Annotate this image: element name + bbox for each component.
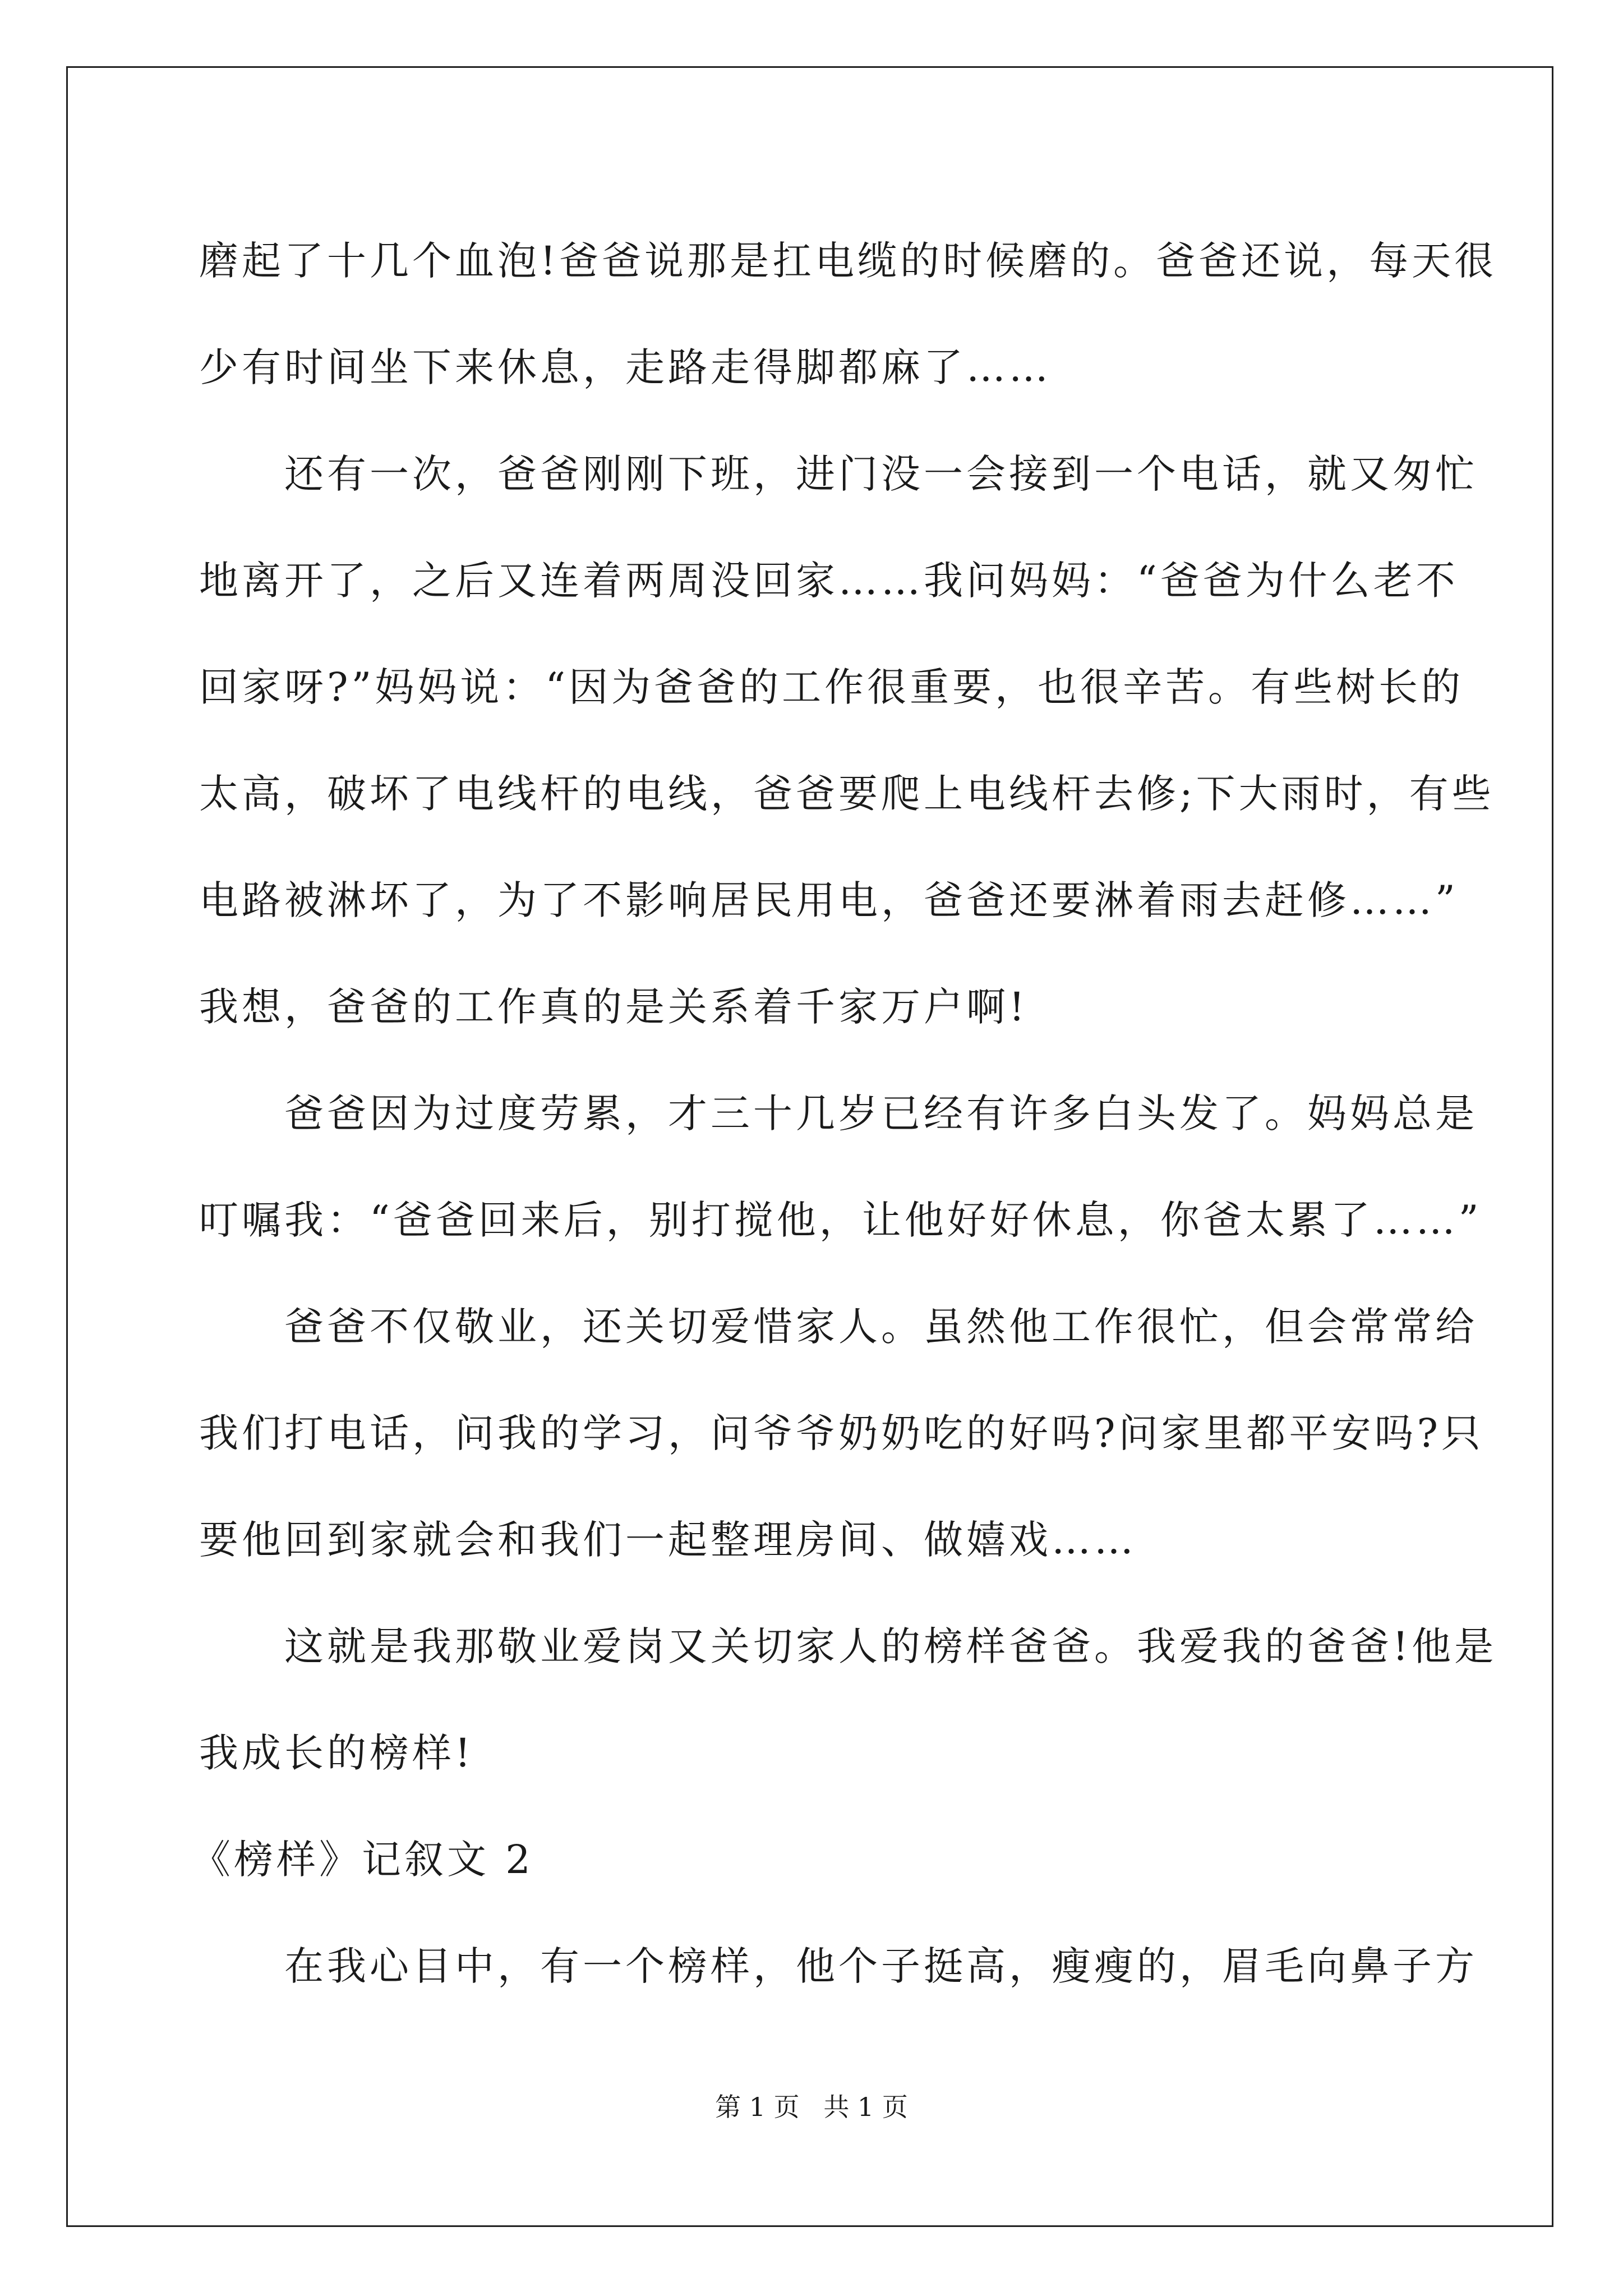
text-line: 我成长的榜样! <box>199 1730 474 1776</box>
text-line: 我们打电话，问我的学习，问爷爷奶奶吃的好吗?问家里都平安吗?只 <box>199 1410 1484 1456</box>
text-line: 磨起了十几个血泡!爸爸说那是扛电缆的时候磨的。爸爸还说，每天很 <box>199 238 1497 284</box>
paragraph-start-line: 还有一次，爸爸刚刚下班，进门没一会接到一个电话，就又匆忙 <box>284 451 1478 497</box>
page-total: 共 1 页 <box>823 2092 908 2122</box>
text-line: 地离开了，之后又连着两周没回家……我问妈妈：“爸爸为什么老不 <box>199 558 1459 604</box>
text-line: 回家呀?”妈妈说：“因为爸爸的工作很重要，也很辛苦。有些树长的 <box>199 664 1464 710</box>
text-line: 电路被淋坏了，为了不影响居民用电，爸爸还要淋着雨去赶修……” <box>199 877 1459 923</box>
paragraph-start-line: 爸爸因为过度劳累，才三十几岁已经有许多白头发了。妈妈总是 <box>284 1091 1478 1137</box>
text-line: 太高，破坏了电线杆的电线，爸爸要爬上电线杆去修;下大雨时，有些 <box>199 771 1495 817</box>
paragraph-start-line: 爸爸不仅敬业，还关切爱惜家人。虽然他工作很忙，但会常常给 <box>284 1304 1478 1350</box>
page-number: 第 1 页 <box>715 2092 800 2122</box>
section-heading: 《榜样》记叙文 2 <box>191 1837 534 1883</box>
paragraph-start-line: 在我心目中，有一个榜样，他个子挺高，瘦瘦的，眉毛向鼻子方 <box>284 1943 1478 1989</box>
text-line: 要他回到家就会和我们一起整理房间、做嬉戏…… <box>199 1517 1137 1563</box>
text-line: 我想，爸爸的工作真的是关系着千家万户啊! <box>199 984 1029 1030</box>
text-line: 叮嘱我：“爸爸回来后，别打搅他，让他好好休息，你爸太累了……” <box>199 1197 1482 1243</box>
page-footer <box>0 2087 1623 2124</box>
text-line: 少有时间坐下来休息，走路走得脚都麻了…… <box>199 344 1052 390</box>
paragraph-start-line: 这就是我那敬业爱岗又关切家人的榜样爸爸。我爱我的爸爸!他是 <box>284 1623 1497 1669</box>
document-body <box>191 208 1497 2019</box>
